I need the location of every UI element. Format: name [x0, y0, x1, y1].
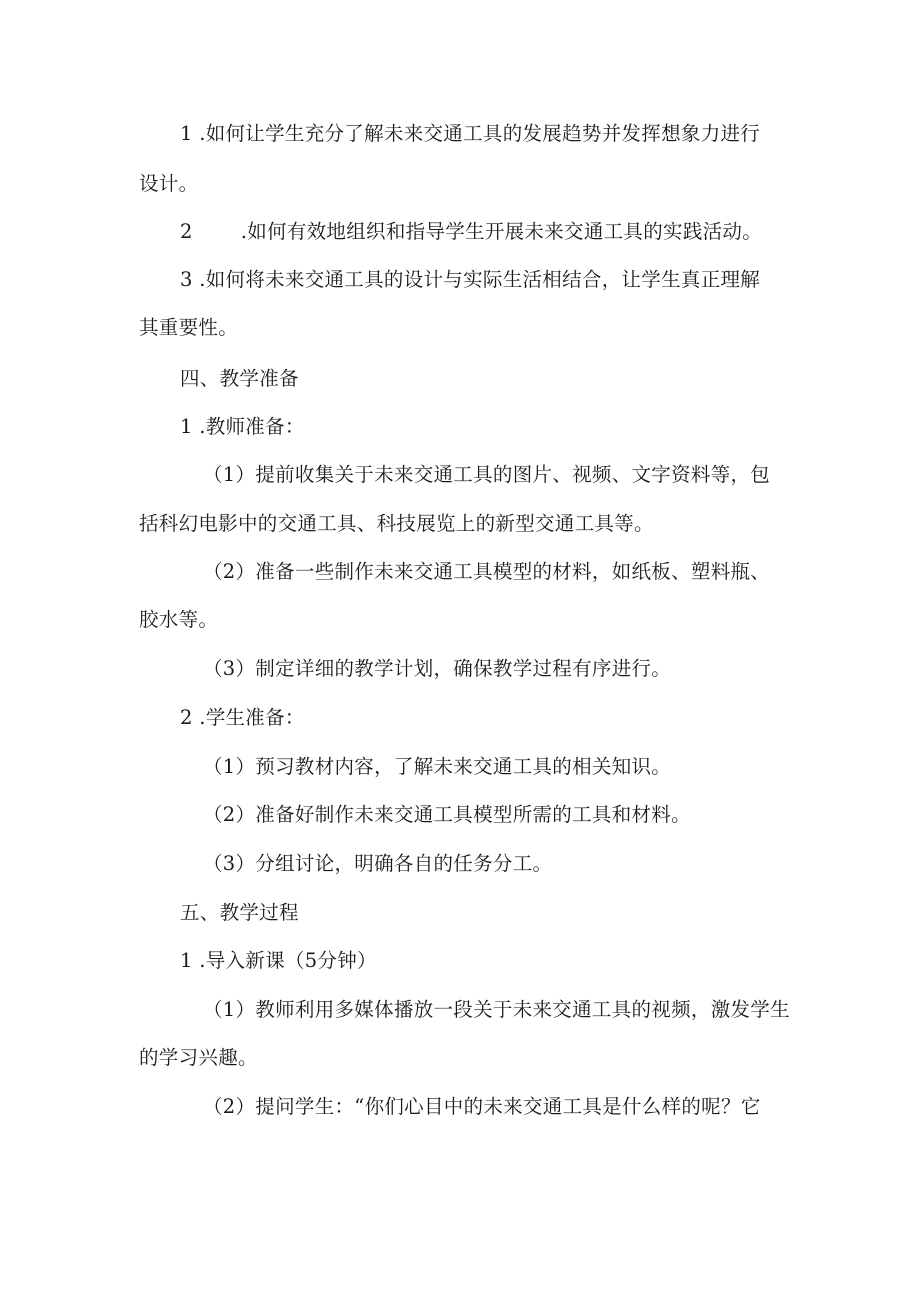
teacher-prep-1-line-1: （1）提前收集关于未来交通工具的图片、视频、文字资料等，包	[203, 463, 771, 486]
student-prep-2-line: （2）准备好制作未来交通工具模型所需的工具和材料。	[203, 803, 691, 826]
teacher-prep-3-line: （3）制定详细的教学计划，确保教学过程有序进行。	[203, 657, 672, 680]
challenge-2-line	[180, 219, 762, 245]
challenge-2-text: .如何有效地组织和指导学生开展未来交通工具的实践活动。	[240, 220, 763, 243]
challenge-2-number: 2	[180, 220, 193, 243]
challenge-3-line-1: 3 .如何将未来交通工具的设计与实际生活相结合，让学生真正理解	[180, 268, 761, 291]
student-prep-3-line: （3）分组讨论，明确各自的任务分工。	[203, 852, 553, 875]
teacher-prep-1-line-2: 括科幻电影中的交通工具、科技展览上的新型交通工具等。	[139, 512, 654, 535]
section-5-heading: 五、教学过程	[180, 901, 299, 924]
teacher-prep-2-line-2: 胶水等。	[139, 608, 219, 631]
intro-heading: 1 .导入新课（5分钟）	[180, 949, 377, 972]
intro-1-line-2: 的学习兴趣。	[139, 1046, 258, 1069]
student-prep-1-line: （1）预习教材内容，了解未来交通工具的相关知识。	[203, 755, 672, 778]
section-4-heading: 四、教学准备	[180, 367, 299, 390]
student-prep-heading: 2 .学生准备：	[180, 706, 305, 729]
intro-1-line-1: （1）教师利用多媒体播放一段关于未来交通工具的视频，激发学生	[203, 998, 790, 1021]
challenge-3-line-2: 其重要性。	[139, 316, 239, 339]
challenge-1-line-2: 设计。	[139, 172, 199, 195]
teacher-prep-2-line-1: （2）准备一些制作未来交通工具模型的材料，如纸板、塑料瓶、	[203, 560, 771, 583]
challenge-1-line-1: 1 .如何让学生充分了解未来交通工具的发展趋势并发挥想象力进行	[180, 122, 761, 145]
intro-2-line-1: （2）提问学生：“你们心目中的未来交通工具是什么样的呢？它	[203, 1095, 761, 1118]
teacher-prep-heading: 1 .教师准备：	[180, 415, 305, 438]
